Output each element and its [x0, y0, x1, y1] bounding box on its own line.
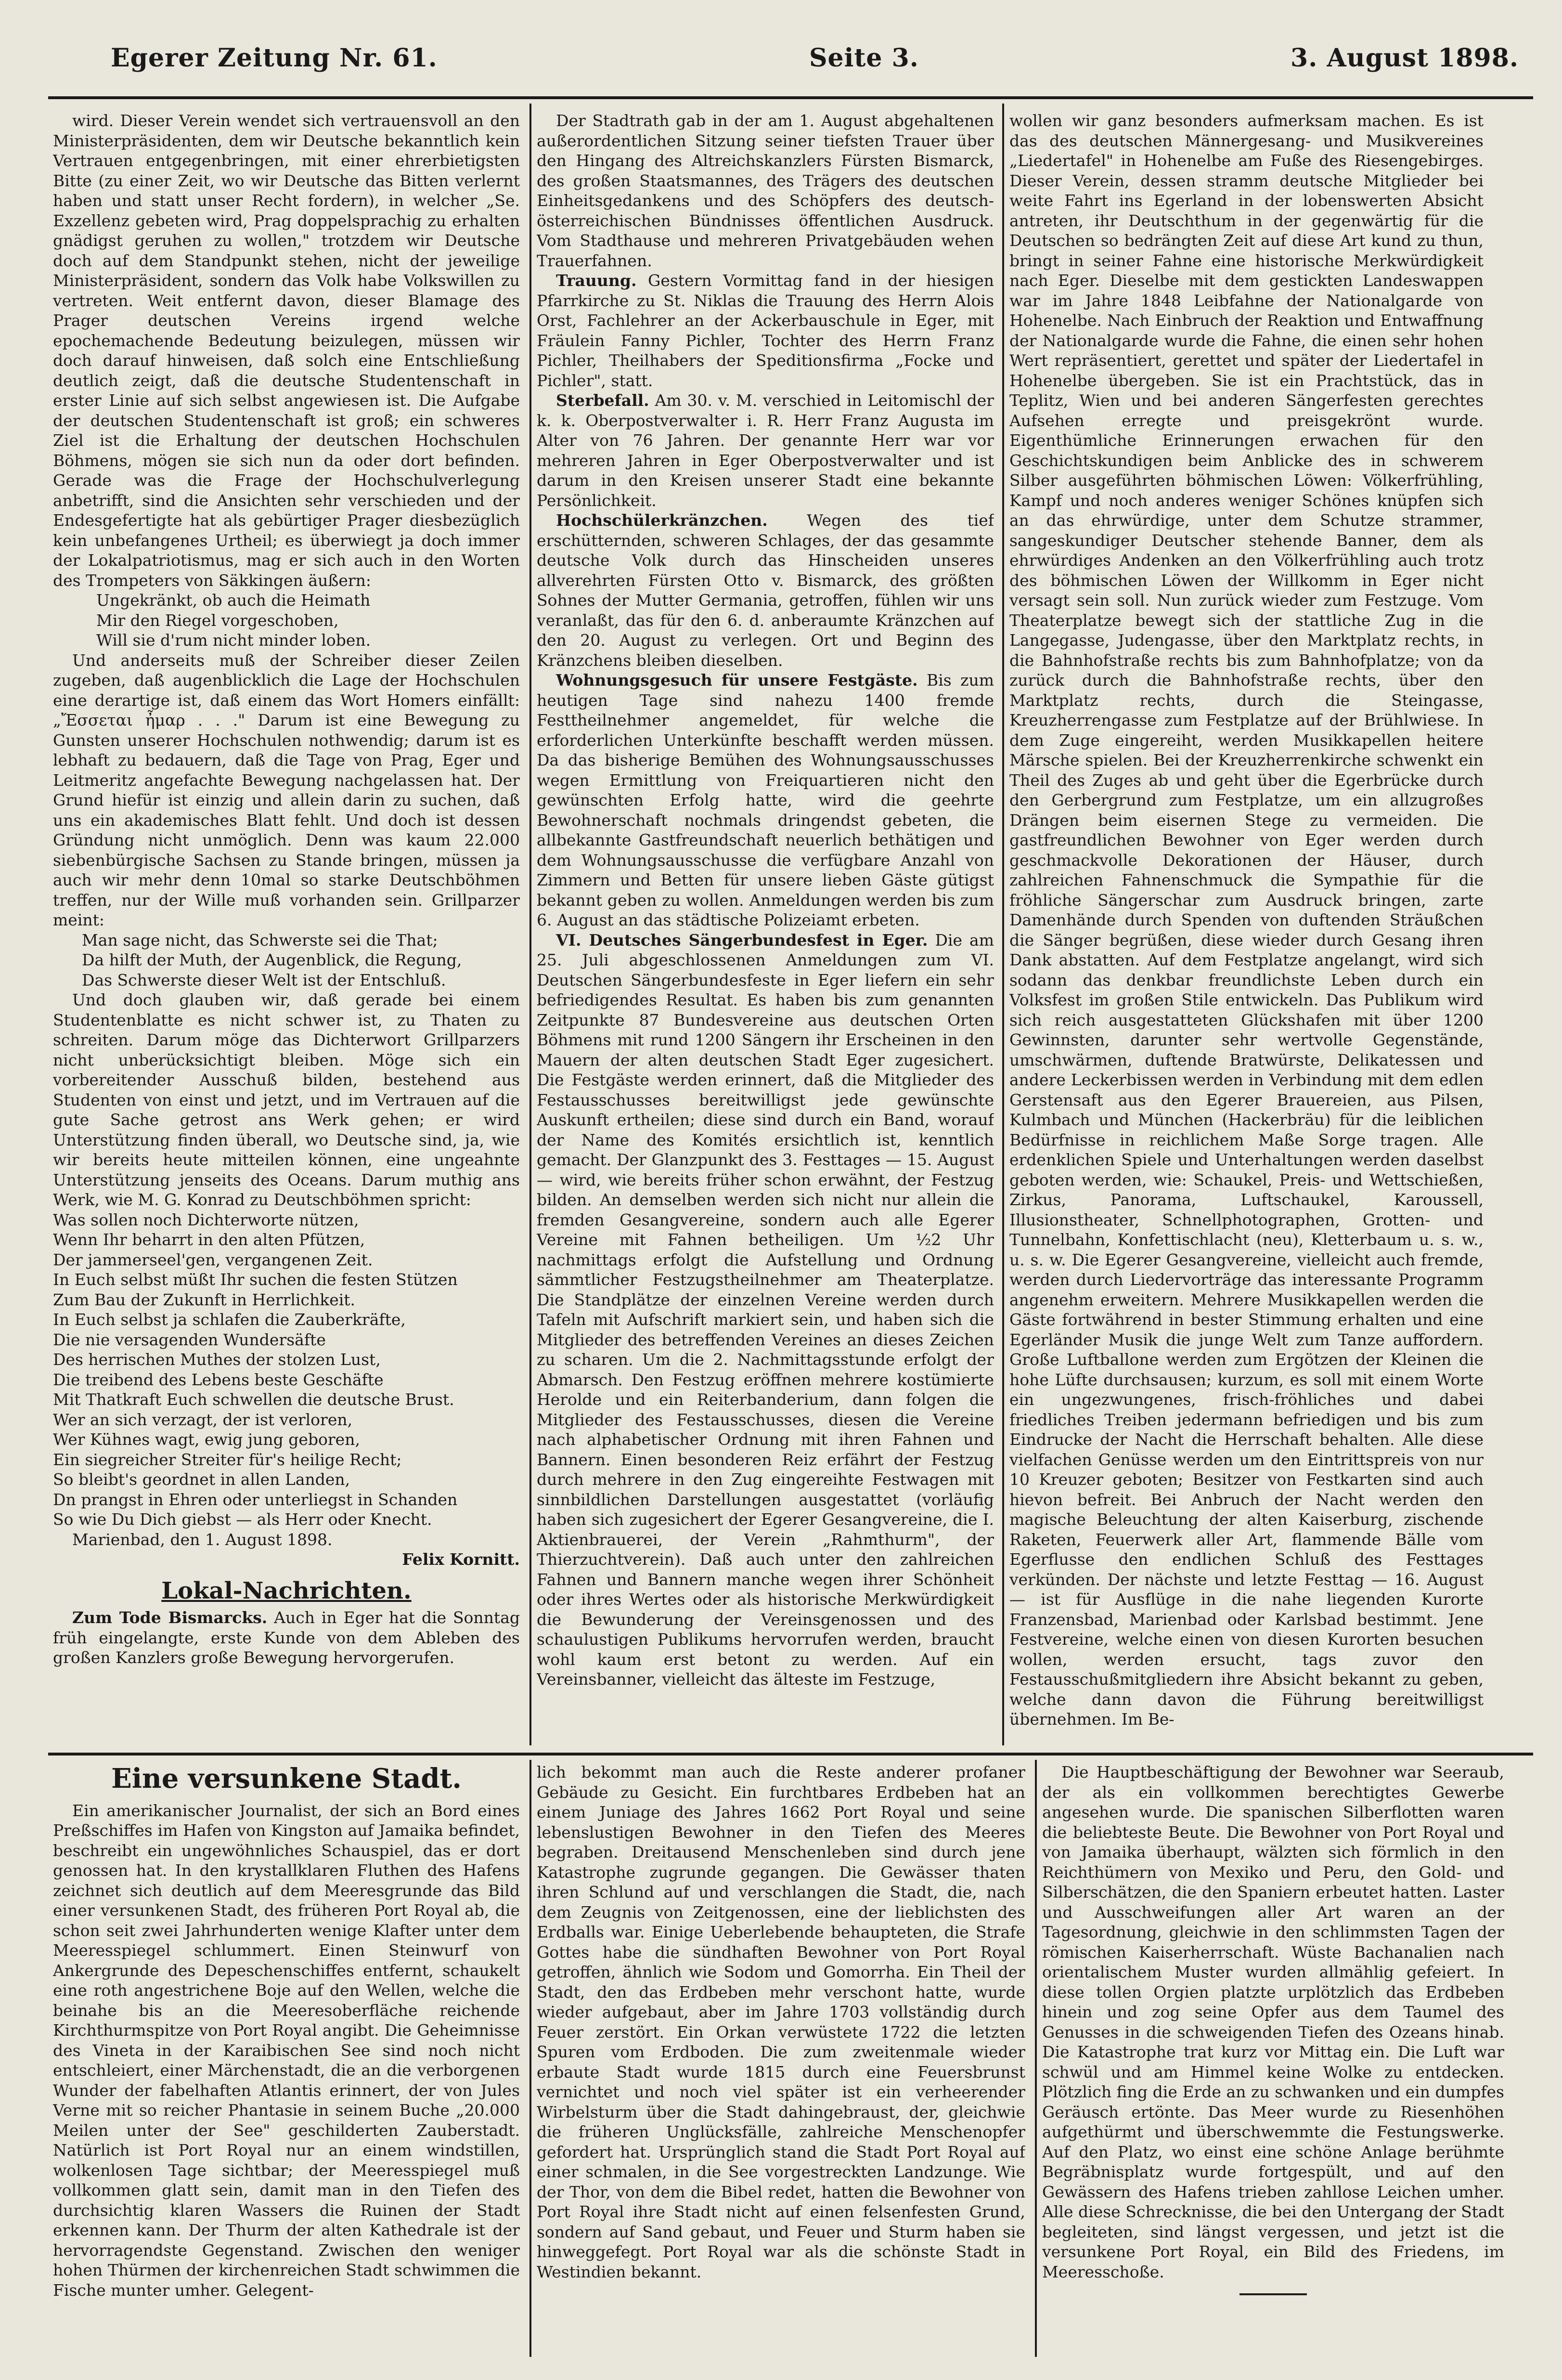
news-item-text: Am 30. v. M. verschied in Leitomischl der k. k. Oberpostverwalter i. R. Herr Franz Augusta im Alter von 76 Jahren. Der genannte Herr war vor mehreren Jahren in Eger Oberpostverwalter und ist darum in den Kreisen unserer Stadt eine bekannte Persönlichkeit. — [537, 391, 994, 510]
verse-konrad — [53, 1210, 520, 1530]
feuilleton-column-2 — [537, 1762, 1025, 2364]
news-item-trauung — [537, 271, 994, 390]
verse-line: Ein siegreicher Streiter für's heilige Recht; — [53, 1450, 402, 1469]
verse-line: Man sage nicht, das Schwerste sei die That; — [82, 930, 438, 949]
verse-grillparzer — [82, 930, 520, 990]
column-divider-2 — [1002, 104, 1004, 1745]
news-item-kraenzchen — [537, 510, 994, 670]
header-page-number: Seite 3. — [809, 43, 919, 73]
news-item-text: Bis zum heutigen Tage sind nahezu 1400 fremde Festtheilnehmer angemeldet, für welche die erforderlichen Unterkünfte beschafft werden müssen. Da das bisherige Bemühen des Wohnungsausschusses wegen Ermittlung von Freiquartieren nicht den gewünschten Erfolg hatte, wird die geehrte Bewohnerschaft nochmals dringendst gebeten, die allbekannte Gastfreundschaft neuerlich bethätigen und dem Wohnungsausschusse die verfügbare Anzahl von Zimmern und Betten für unsere lieben Gäste gütigst bekannt geben zu wollen. Anmeldungen werden bis zum 6. August an das städtische Polizeiamt erbeten. — [537, 671, 994, 929]
article-signature: Felix Kornitt. — [402, 1550, 520, 1569]
feuilleton-column-3 — [1042, 1762, 1504, 2364]
page-header — [111, 29, 1519, 87]
verse-line: Wenn Ihr beharrt in den alten Pfützen, — [53, 1230, 365, 1249]
verse-line: Was sollen noch Dichterworte nützen, — [53, 1210, 359, 1229]
feuilleton-rule — [48, 1753, 1533, 1756]
verse-line: Die nie versagenden Wundersäfte — [53, 1330, 326, 1349]
news-item-heading: Hochschülerkränzchen. — [556, 511, 768, 530]
news-item-wohnungsgesuch — [537, 670, 994, 930]
news-item-text: Gestern Vormittag fand in der hiesigen Pfarrkirche zu St. Niklas die Trauung des Herrn Alois Orst, Fachlehrer an der Ackerbauschule in Eger, mit Fräulein Fanny Pichler, Tochter des Herrn Franz Pichler, Theilhabers der Speditionsfirma „Focke und Pichler", statt. — [537, 271, 994, 390]
news-item-heading: VI. Deutsches Sängerbundesfest in Eger. — [556, 930, 928, 949]
news-item-bismarck — [53, 1608, 520, 1668]
news-item-heading: Sterbefall. — [556, 391, 649, 410]
verse-line: In Euch selbst ja schlafen die Zauberkräfte, — [53, 1310, 406, 1329]
news-item-heading: Wohnungsgesuch für unsere Festgäste. — [556, 671, 918, 689]
feuilleton-column-1 — [53, 1762, 520, 2364]
article-continuation: wollen wir ganz besonders aufmerksam machen. Es ist das des deutschen Männergesang- und Musikvereines „Liedertafel" in Hohenelbe am Fuße des Riesengebirges. Dieser Verein, dessen stramm deutsche Mitglieder bei weite Fahrt ins Egerland in der lobenswerten Absicht antreten, ihr Deutschthum in der gegenwärtig für die Deutschen so bedrängten Zeit auf diese Art kund zu thun, bringt in seiner Fahne eine historische Merkwürdigkeit nach Eger. Dieselbe mit dem gestickten Landeswappen war im Jahre 1848 Leibfahne der Nationalgarde von Hohenelbe. Nach Einbruch der Reaktion und Entwaffnung der Nationalgarde wurde die Fahne, die einen sehr hohen Wert repräsentiert, gerettet und später der Liedertafel in Hohenelbe übergeben. Sie ist ein Prachtstück, das in Teplitz, Wien und bei anderen Sängerfesten gerechtes Aufsehen erregte und preisgekrönt wurde. Eigenthümliche Erinnerungen erwachen für den Geschichtskundigen beim Anblicke des in schwerem Silber ausgeführten böhmischen Löwen: Völkerfrühling, Kampf und noch anderes weniger Schönes knüpfen sich an das ehrwürdige, unter dem Schutze strammer, sangeskundiger Deutscher stehende Banner, dem als ehrwürdiges Andenken an den Völkerfrühling auch trotz des böhmischen Löwen der Willkomm in Eger nicht versagt sein soll. Nun zurück wieder zum Festzuge. Vom Theaterplatze bewegt sich der stattliche Zug in die Langegasse, Judengasse, über den Marktplatz rechts, in die Bahnhofstraße rechts bis zum Bahnhofplatze; von da zurück durch die Bahnhofstraße rechts, über den Marktplatz rechts, durch die Steingasse, Kreuzherrengasse zum Festplatze auf der Brühlwiese. In dem Zuge eingereiht, werden Musikkapellen heitere Märsche spielen. Bei der Kreuzherrenkirche schwenkt ein Theil des Zuges ab und geht über die Egerbrücke durch den Gerbergrund zum Festplatze, um ein allzugroßes Drängen beim eisernen Stege zu vermeiden. Die gastfreundlichen Bewohner von Eger werden durch geschmackvolle Dekorationen der Häuser, durch zahlreichen Fahnenschmuck die Sympathie für die fröhliche Sängerschar zum Ausdruck bringen, zarte Damenhände durch Spenden von duftenden Sträußchen die Sänger begrüßen, diese wieder durch Gesang ihren Dank abstatten. Auf dem Festplatze angelangt, wird sich sodann das denkbar freundlichste Leben durch ein Volksfest im großen Stile entwickeln. Das Publikum wird sich reich ausgestatteten Glückshafen mit über 1200 Gewinnsten, darunter sehr wertvolle Gegenstände, umschwärmen, duftende Bratwürste, Delikatessen und andere Leckerbissen werden in Verbindung mit dem edlen Gerstensaft aus den Egerer Brauereien, aus Pilsen, Kulmbach und München (Hackerbräu) für die leiblichen Bedürfnisse in reichlichem Maße Sorge tragen. Alle erdenklichen Spiele und Unterhaltungen werden daselbst geboten werden, wie: Schaukel, Preis- und Wettschießen, Zirkus, Panorama, Luftschaukel, Karoussell, Illusionstheater, Schnellphotographen, Grotten- und Tunnelbahn, Konfettischlacht (neu), Kletterbaum u. s. w., u. s. w. Die Egerer Gesangvereine, vielleicht auch fremde, werden durch Liedervorträge das interessante Programm angenehm erweitern. Mehrere Musikkapellen werden die Gäste fortwährend in bester Stimmung erhalten und eine Egerländer Musik die junge Welt zum Tanze auffordern. Große Luftballone werden zum Ergötzen der Kleinen die hohe Lüfte durchsausen; kurzum, es soll mit einem Worte ein ungezwungenes, frisch-fröhliches und dabei friedliches Treiben jedermann befriedigen und bis zum Eindrucke der Nacht die Herrschaft behalten. Alle diese vielfachen Genüsse werden um den Eintrittspreis von nur 10 Kreuzer geboten; Besitzer von Festkarten sind auch hievon befreit. Bei Anbruch der Nacht werden den magische Beleuchtung der alten Kaiserburg, zischende Raketen, Feuerwerk aller Art, flammende Bälle vom Egerflusse den endlichen Schluß des Festtages verkünden. Der nächste und letzte Festtag — 16. August — ist für Ausflüge in die nahe liegenden Kurorte Franzensbad, Marienbad oder Karlsbad bestimmt. Jene Festvereine, welche einen von diesen Kurorten besuchen wollen, werden ersucht, tags zuvor den Festausschußmitgliedern ihre Absicht bekannt zu geben, welche dann davon die Führung bereitwilligst übernehmen. Im Be- — [1009, 111, 1484, 1729]
verse-line: Des herrischen Muthes der stolzen Lust, — [53, 1350, 381, 1369]
verse-line: Da hilft der Muth, der Augenblick, die Regung, — [82, 950, 462, 969]
column-2 — [537, 111, 994, 1748]
news-item-stadtrath: Der Stadtrath gab in der am 1. August abgehaltenen außerordentlichen Sitzung seiner tiefsten Trauer über den Hingang des Altreichskanzlers Fürsten Bismarck, des großen Staatsmannes, des Trägers des deutschen Einheitsgedankens und des Schöpfers des deutsch-österreichischen Bündnisses öffentlichen Ausdruck. Vom Stadthause und mehreren Privatgebäuden wehen Trauerfahnen. — [537, 111, 994, 270]
verse-line: So bleibt's geordnet in allen Landen, — [53, 1470, 350, 1489]
verse-line: Der jammerseel'gen, vergangenen Zeit. — [53, 1250, 373, 1269]
verse-line: Die treibend des Lebens beste Geschäfte — [53, 1370, 384, 1389]
column-divider-1 — [529, 104, 531, 1745]
column-3 — [1009, 111, 1484, 1748]
section-title-local-news: Lokal-Nachrichten. — [161, 1577, 412, 1604]
article-place-date: Marienbad, den 1. August 1898. — [72, 1530, 333, 1549]
news-item-sterbefall — [537, 390, 994, 510]
feuilleton-divider-2 — [1035, 1760, 1037, 2357]
article-paragraph: wird. Dieser Verein wendet sich vertrauensvoll an den Ministerpräsidenten, dem wir Deutsche bekanntlich kein Vertrauen entgegenbringen, mit einer ehrerbietigsten Bitte (zu einer Zeit, wo wir Deutsche das Bitten verlernt haben und statt unser Recht fordern), in welcher „Se. Exzellenz gebeten wird, Prag doppelsprachig zu erhalten gnädigst geruhen zu wollen," trotzdem wir Deutsche doch auf dem Standpunkt stehen, nicht der jeweilige Ministerpräsident, sondern das Volk habe Volkswillen zu vertreten. Weit entfernt davon, dieser Blamage des Prager deutschen Vereins irgend welche epochemachende Bedeutung beizulegen, müssen wir doch darauf hinweisen, daß solch eine Entschließung deutlich zeigt, daß die deutsche Studentenschaft in erster Linie auf sich selbst angewiesen ist. Die Aufgabe der deutschen Studentenschaft ist groß; ein schweres Ziel ist die Erhaltung der deutschen Hochschulen Böhmens, mögen sie sich nun da oder dort befinden. Gerade was die Frage der Hochschulverlegung anbetrifft, sind die Ansichten sehr verschieden und der Endesgefertigte hat als gebürtiger Prager diesbezüglich kein unbefangenes Urtheil; es überwiegt ja doch immer der Lokalpatriotismus, mag er sich auch in den Worten des Trompeters von Säkkingen äußern: — [53, 111, 520, 590]
verse-trompeter — [96, 590, 520, 650]
verse-line: Will sie d'rum nicht minder loben. — [96, 631, 371, 650]
news-item-heading: Trauung. — [556, 271, 637, 290]
end-rule — [1239, 2293, 1307, 2295]
verse-line: In Euch selbst müßt Ihr suchen die festen Stützen — [53, 1270, 458, 1289]
news-item-saengerbundesfest — [537, 930, 994, 1690]
verse-line: Mit Thatkraft Euch schwellen die deutsche Brust. — [53, 1390, 454, 1409]
verse-line: So wie Du Dich giebst — als Herr oder Knecht. — [53, 1510, 432, 1529]
verse-line: Mir den Riegel vorgeschoben, — [96, 611, 339, 630]
verse-line: Wer Kühnes wagt, ewig jung geboren, — [53, 1430, 360, 1449]
article-paragraph: Und doch glauben wir, daß gerade bei einem Studentenblatte es nicht schwer ist, zu Thaten zu schreiten. Darum möge das Dichterwort Grillparzers nicht unberücksichtigt bleiben. Möge sich ein vorbereitender Ausschuß bilden, bestehend aus Studenten von einst und jetzt, und im Vertrauen auf die gute Sache getrost ans Werk gehen; er wird Unterstützung finden überall, wo Deutsche sind, ja, wie wir bereits heute mitteilen können, eine ungeahnte Unterstützung jenseits des Oceans. Darum muthig ans Werk, wie M. G. Konrad zu Deutschböhmen spricht: — [53, 990, 520, 1209]
article-paragraph: Und anderseits muß der Schreiber dieser Zeilen zugeben, daß augenblicklich die Lage der Hochschulen eine derartige ist, daß einem das Wort Homers einfällt: „Ἔσσεται ἦμαρ . . ." Darum ist eine Bewegung zu Gunsten unserer Hochschulen nothwendig; darum ist es lebhaft zu bedauern, daß die Tage von Prag, Eger und Leitmeritz angefachte Bewegung nachgelassen hat. Der Grund hiefür ist einzig und allein darin zu suchen, daß uns ein akademisches Blatt fehlt. Und doch ist dessen Gründung nicht unmöglich. Denn was kaum 22.000 siebenbürgische Sachsen zu Stande bringen, müssen ja auch wir mehr denn 10mal so starke Deutschböhmen treffen, nur der Wille muß vorhanden sein. Grillparzer meint: — [53, 650, 520, 929]
verse-line: Das Schwerste dieser Welt ist der Entschluß. — [82, 970, 446, 989]
verse-line: Zum Bau der Zukunft in Herrlichkeit. — [53, 1290, 356, 1309]
feuilleton-title: Eine versunkene Stadt. — [111, 1763, 462, 1795]
verse-line: Ungekränkt, ob auch die Heimath — [96, 591, 371, 610]
header-paper-name: Egerer Zeitung Nr. 61. — [111, 43, 438, 73]
feuilleton-paragraph: Die Hauptbeschäftigung der Bewohner war Seeraub, der als ein vollkommen berechtigtes Gewerbe angesehen wurde. Die spanischen Silberflotten waren die beliebteste Beute. Die Bewohner von Port Royal und von Jamaika überhaupt, wälzten sich förmlich in den Reichthümern von Mexiko und Peru, den Gold- und Silberschätzen, die den Spaniern erbeutet hatten. Laster und Ausschweifungen aller Art waren an der Tagesordnung, gleichwie in den schlimmsten Tagen der römischen Kaiserherrschaft. Wüste Bachanalien nach orientalischem Muster wurden allmählig gefeiert. In diese tollen Orgien platzte urplötzlich das Erdbeben hinein und zog seine Opfer aus dem Taumel des Genusses in die schweigenden Tiefen des Ozeans hinab. Die Katastrophe trat kurz vor Mittag ein. Die Luft war schwül und am Himmel keine Wolke zu entdecken. Plötzlich fing die Erde an zu schwanken und ein dumpfes Geräusch ertönte. Das Meer wurde zu Riesenhöhen aufgethürmt und überschwemmte die Festungswerke. Auf den Platz, wo einst eine schöne Anlage berühmte Begräbnisplatz wurde fortgespült, und auf den Gewässern des Hafens trieben zahllose Leichen umher. Alle diese Schrecknisse, die bei den Untergang der Stadt begleiteten, sind längst vergessen, und jetzt ist die versunkene Port Royal, ein Bild des Friedens, im Meeresschoße. — [1042, 1763, 1504, 2281]
news-item-text: Die am 25. Juli abgeschlossenen Anmeldungen zum VI. Deutschen Sängerbundesfeste in Eger liefern ein sehr befriedigendes Resultat. Es haben bis zum genannten Zeitpunkte 87 Bundesvereine aus deutschen Orten Böhmens mit rund 1200 Sängern ihr Erscheinen in den Mauern der alten deutschen Stadt Eger zugesichert. Die Festgäste werden erinnert, daß die Mitglieder des Festausschusses bereitwilligst jede gewünschte Auskunft ertheilen; diese sind durch ein Band, worauf der Name des Komités ersichtlich ist, kenntlich gemacht. Der Glanzpunkt des 3. Festtages — 15. August — wird, wie bereits früher schon erwähnt, der Festzug bilden. An demselben werden sich nicht nur allein die fremden Gesangvereine, sondern auch alle Egerer Vereine mit Fahnen betheiligen. Um ½2 Uhr nachmittags erfolgt die Aufstellung und Ordnung sämmtlicher Festzugstheilnehmer am Theaterplatze. Die Standplätze der einzelnen Vereine werden durch Tafeln mit Aufschrift markiert sein, und haben sich die Mitglieder des betreffenden Vereines an dieses Zeichen zu scharen. Um die 2. Nachmittagsstunde erfolgt der Abmarsch. Den Festzug eröffnen mehrere kostümierte Herolde und ein Reiterbanderium, dann folgen die Mitglieder des Festausschusses, diesen die Vereine nach alphabetischer Ordnung mit ihren Fahnen und Bannern. Einen besonderen Reiz erfährt der Festzug durch mehrere in den Zug eingereihte Festwagen mit sinnbildlichen Darstellungen ausgestattet (vorläufig haben sich zugesichert der Egerer Gesangvereine, die I. Aktienbrauerei, der Verein „Rahmthurm", der Thierzuchtverein). Daß auch unter den zahlreichen Fahnen und Bannern manche wegen ihrer Schönheit oder ihres Wertes oder als historische Merkwürdigkeit die Bewunderung der Vereinsgenossen und des schaulustigen Publikums hervorrufen werden, braucht wohl kaum erst betont zu werden. Auf ein Vereinsbanner, vielleicht das älteste im Festzuge, — [537, 930, 994, 1689]
verse-line: Wer an sich verzagt, der ist verloren, — [53, 1410, 353, 1429]
feuilleton-divider-1 — [529, 1760, 531, 2357]
news-item-heading: Zum Tode Bismarcks. — [72, 1608, 268, 1627]
news-item-text: Wegen des tief erschütternden, schweren Schlages, der das gesammte deutsche Volk durch das Hinscheiden unseres allverehrten Fürsten Otto v. Bismarck, des größten Sohnes der Mutter Germania, getroffen, fühlen wir uns veranlaßt, das für den 6. d. anberaumte Kränzchen auf den 20. August zu verlegen. Ort und Beginn des Kränzchens bleiben dieselben. — [537, 511, 994, 670]
header-rule — [48, 96, 1533, 99]
news-item-text: Auch in Eger hat die Sonntag früh eingelangte, erste Kunde von dem Ableben des großen Kanzlers große Bewegung hervorgerufen. — [53, 1608, 520, 1667]
verse-line: Dn prangst in Ehren oder unterliegst in Schanden — [53, 1490, 458, 1509]
feuilleton-paragraph: Ein amerikanischer Journalist, der sich an Bord eines Preßschiffes im Hafen von Kingston auf Jamaika befindet, beschreibt ein ungewöhnliches Schauspiel, das er dort genossen hat. In den krystallklaren Fluthen des Hafens zeichnet sich deutlich auf dem Meeresgrunde das Bild einer versunkenen Stadt, des früheren Port Royal ab, die schon seit zwei Jahrhunderten wenige Klafter unter dem Meeresspiegel schlummert. Einen Steinwurf von Ankergrunde des Depeschenschiffes entfernt, schaukelt eine roth angestrichene Boje auf den Wellen, welche die beinahe bis an die Meeresoberfläche reichende Kirchthurmspitze von Port Royal angibt. Die Geheimnisse des Vineta in der Karaibischen See sind noch nicht entschleiert, einer Märchenstadt, die an die verborgenen Wunder der fabelhaften Atlantis erinnert, der von Jules Verne mit so reicher Phantasie in seinem Buche „20.000 Meilen unter der See" geschilderten Zauberstadt. Natürlich ist Port Royal nur an einem windstillen, wolkenlosen Tage sichtbar; der Meeresspiegel muß vollkommen glatt sein, damit man in den Tiefen des durchsichtig klaren Wassers die Ruinen der Stadt erkennen kann. Der Thurm der alten Kathedrale ist der hervorragendste Gegenstand. Zwischen den weniger hohen Thürmen der kirchenreichen Stadt schwimmen die Fische munter umher. Gelegent- — [53, 1801, 520, 2300]
feuilleton-paragraph: lich bekommt man auch die Reste anderer profaner Gebäude zu Gesicht. Ein furchtbares Erdbeben hat an einem Juniage des Jahres 1662 Port Royal und seine lebenslustigen Bewohner in den Tiefen des Meeres begraben. Dreitausend Menschenleben sind durch jene Katastrophe zugrunde gegangen. Die Gewässer thaten ihren Schlund auf und verschlangen die Stadt, die, nach dem Zeugnis von Zeitgenossen, eine der lieblichsten des Erdballs war. Einige Ueberlebende behaupteten, die Strafe Gottes habe die sündhaften Bewohner von Port Royal getroffen, ähnlich wie Sodom und Gomorrha. Ein Theil der Stadt, den das Erdbeben mehr verschont hatte, wurde wieder aufgebaut, aber im Jahre 1703 vollständig durch Feuer zerstört. Ein Orkan verwüstete 1722 die letzten Spuren vom Erdboden. Die zum zweitenmale wieder erbaute Stadt wurde 1815 durch eine Feuersbrunst vernichtet und noch viel später ist ein verheerender Wirbelsturm über die Stadt dahingebraust, der, gleichwie die früheren Unglücksfälle, zahlreiche Menschenopfer gefordert hat. Ursprünglich stand die Stadt Port Royal auf einer schmalen, in die See vorgestreckten Landzunge. Wie der Thor, von dem die Bibel redet, hatten die Bewohner von Port Royal ihre Stadt nicht auf einen felsenfesten Grund, sondern auf Sand gebaut, und Feuer und Sturm haben sie hinweggefegt. Port Royal war als die schönste Stadt in Westindien bekannt. — [537, 1763, 1025, 2281]
header-date: 3. August 1898. — [1291, 43, 1519, 73]
column-1 — [53, 111, 520, 1748]
